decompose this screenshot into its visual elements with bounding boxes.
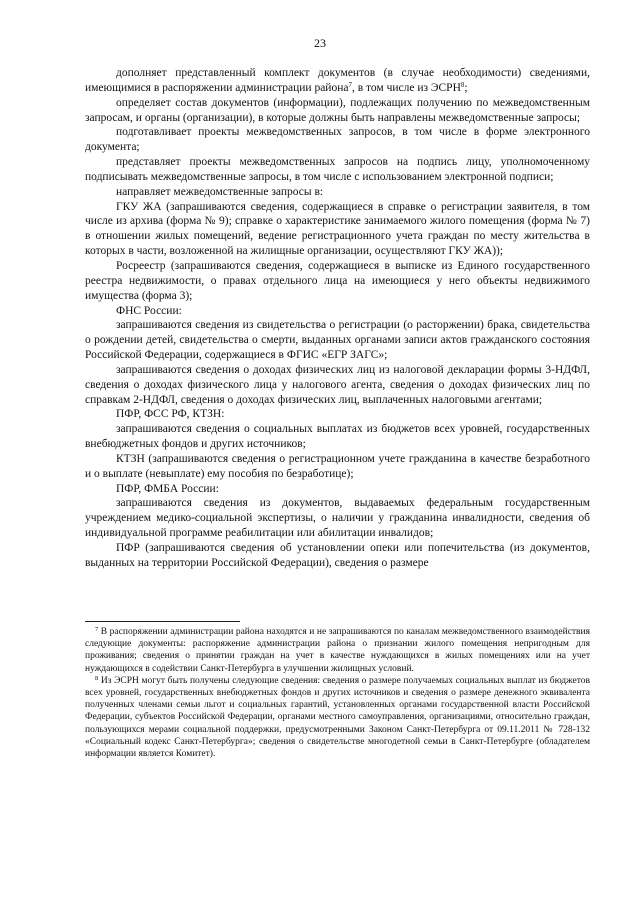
paragraph-text: дополняет представленный комплект документов (в случае необходимости) сведениями, имеющимися в распоряжении администрации района xyxy=(85,67,590,94)
paragraph-15: запрашиваются сведения из документов, выдаваемых федеральным государственным учреждением медико-социальной экспертизы, о наличии у гражданина инвалидности, сведения об индивидуальной программе реабилитации или абилитации инвалидов; xyxy=(85,497,590,540)
footnote-7 xyxy=(85,626,590,675)
paragraph-text-end: ; xyxy=(464,81,468,94)
footnote-text: В распоряжении администрации района находятся и не запрашиваются по каналам межведомственного взаимодействия следующие документы: распоряжение администрации района о признании жилого помещения непригодным для проживания; сведения о принятии граждан на учет в качестве нуждающихся в жилых помещениях или на учет нуждающихся в содействии Санкт-Петербурга в улучшении жилищных условий. xyxy=(85,627,590,674)
paragraph-4: представляет проекты межведомственных запросов на подпись лицу, уполномоченному подписывать межведомственные запросы, в том числе с использованием электронной подписи; xyxy=(85,156,590,183)
footnote-text: Из ЭСРН могут быть получены следующие сведения: сведения о размере получаемых социальных выплат из бюджетов всех уровней, государственных внебюджетных фондов и других источников и сведения о размере денежного эквивалента полученных членами семьи льгот и социальных гарантий, установленных органами государственной власти Российской Федерации, субъектов Российской Федерации, органами местного самоуправления, организациями, относительно граждан, пользующихся мерами социальной поддержки, предусмотренными Законом Санкт-Петербурга от 09.11.2011 № 728-132 «Социальный кодекс Санкт-Петербурга»; сведения о свидетельстве многодетной семьи в Санкт-Петербурге (обладателем информации является Комитет). xyxy=(85,675,591,760)
footnote-mark: 8 xyxy=(95,674,99,682)
page-number: 23 xyxy=(314,36,326,50)
paragraph-2: определяет состав документов (информации), подлежащих получению по межведомственным запросам, и органы (организации), в которые должны быть направлены межведомственные запросы; xyxy=(85,96,590,124)
footnotes xyxy=(85,626,590,760)
paragraph-1 xyxy=(85,66,590,96)
paragraph-text-tail: , в том числе из ЭСРН xyxy=(351,81,461,94)
footnote-divider xyxy=(85,621,240,622)
paragraph-3: подготавливает проекты межведомственных запросов, в том числе в форме электронного документа; xyxy=(85,126,590,154)
paragraph-16: ПФР (запрашиваются сведения об установлении опеки или попечительства (из документов, выданных на территории Российской Федерации), сведения о размере xyxy=(85,542,590,569)
main-text xyxy=(85,66,590,571)
paragraph-7: Росреестр (запрашиваются сведения, содержащиеся в выписке из Единого государственного реестра недвижимости, о правах отдельного лица на имеющиеся у него объекты недвижимого имущества (форма 3); xyxy=(85,259,590,302)
footnote-8 xyxy=(85,675,590,760)
footnote-ref-7[interactable]: 7 xyxy=(348,80,352,89)
paragraph-5: направляет межведомственные запросы в: xyxy=(116,185,324,198)
paragraph-11: ПФР, ФСС РФ, КТЗН: xyxy=(116,408,225,421)
paragraph-13: КТЗН (запрашиваются сведения о регистрационном учете гражданина в качестве безработного и о выплате (невыплате) ему пособия по безработице); xyxy=(85,452,590,480)
footnote-mark: 7 xyxy=(95,626,99,633)
paragraph-12: запрашиваются сведения о социальных выплатах из бюджетов всех уровней, государственных внебюджетных фондов и других источников; xyxy=(85,423,590,451)
paragraph-14: ПФР, ФМБА России: xyxy=(116,482,219,495)
paragraph-6: ГКУ ЖА (запрашиваются сведения, содержащиеся в справке о регистрации заявителя, в том числе из архива (форма № 9); справке о характеристике занимаемого жилого помещения (форма № 7) в отношении жилых помещений, ведение регистрационного учета граждан по месту жительства в которых в части, возложенной на жилищные организации, осуществляют ГКУ ЖА)); xyxy=(85,200,590,258)
footnote-ref-8[interactable]: 8 xyxy=(460,80,465,89)
paragraph-10: запрашиваются сведения о доходах физических лиц из налоговой декларации формы 3-НДФЛ, сведения о доходах физического лица у налогового агента, сведения о доходах физических лиц по справкам 2-НДФЛ, сведения о доходах физических лиц, выплаченных налоговыми агентами; xyxy=(85,363,590,406)
paragraph-8: ФНС России: xyxy=(116,304,182,317)
paragraph-9: запрашиваются сведения из свидетельства о регистрации (о расторжении) брака, свидетельства о рождении детей, свидетельства о смерти, выданных органами записи актов гражданского состояния Российской Федерации, содержащиеся в ФГИС «ЕГР ЗАГС»; xyxy=(85,319,590,362)
